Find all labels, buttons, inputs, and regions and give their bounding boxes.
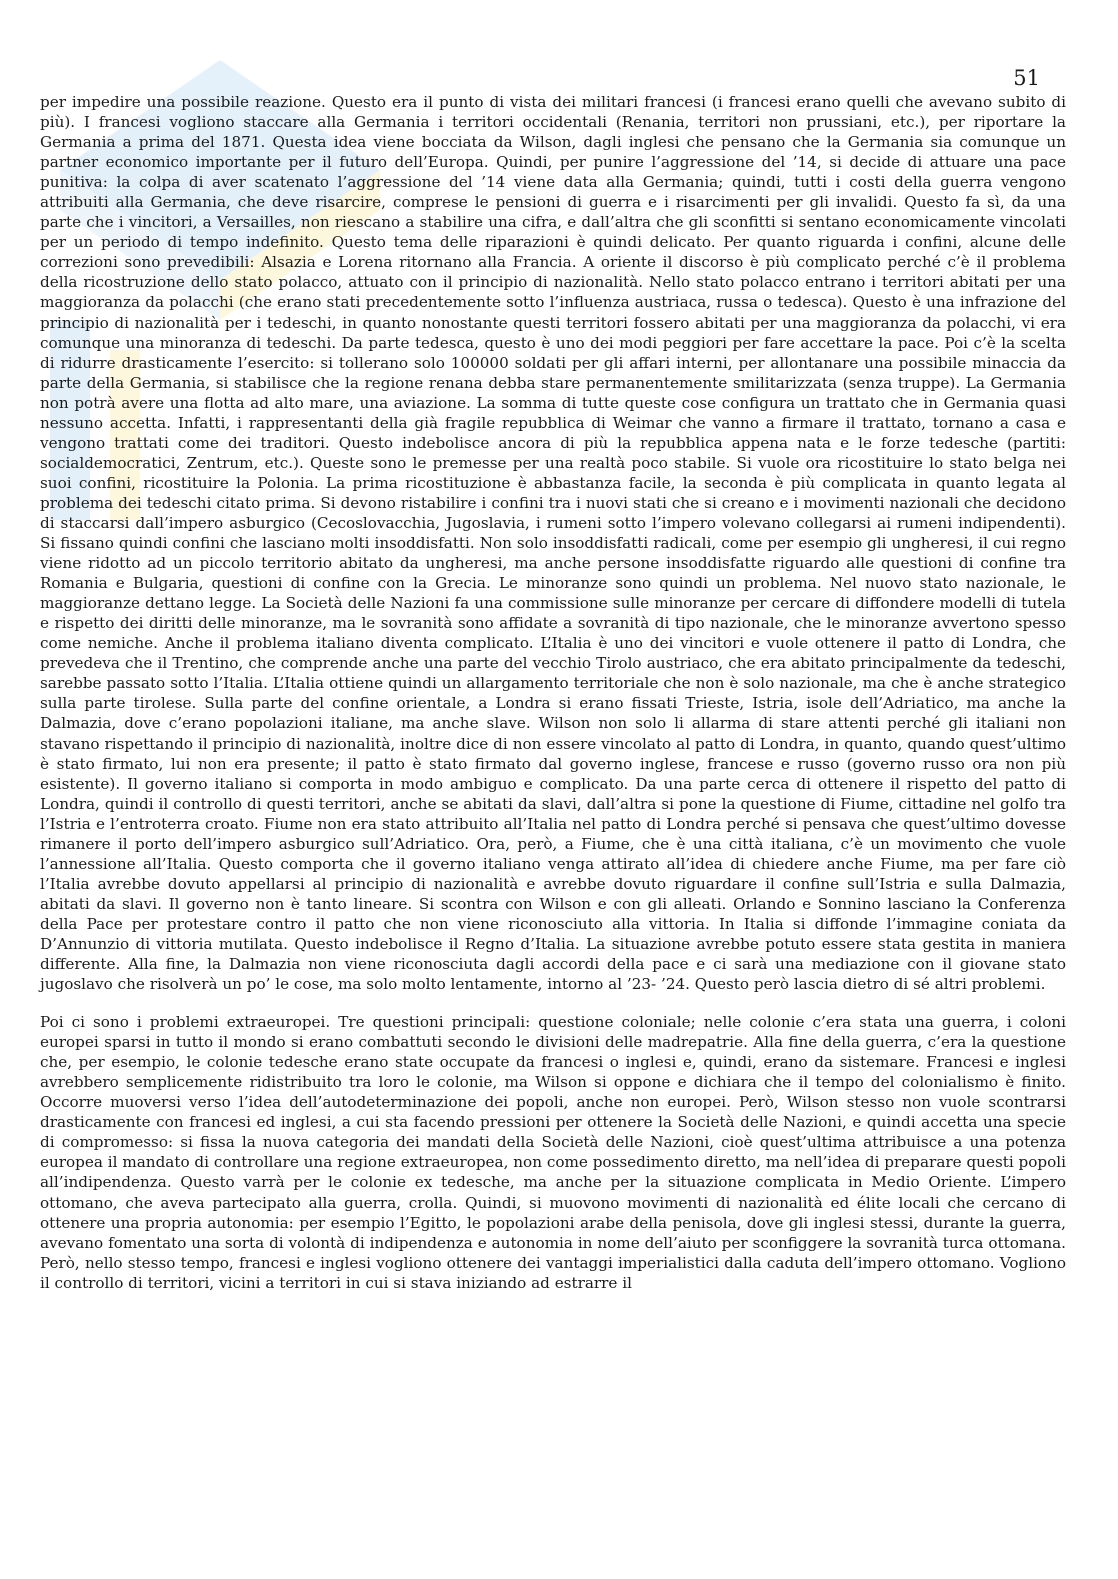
paragraph-2: Poi ci sono i problemi extraeuropei. Tre questioni principali: questione coloniale; nelle colonie c’era stata una guerra, i coloni europei sparsi in tutto il mondo si erano combattuti secondo le divisioni delle madrepatrie. Alla fine della guerra, c’era la questione che, per esempio, le colonie tedesche erano state occupate da francesi o inglesi e, quindi, erano da sistemare. Francesi e inglesi avrebbero semplicemente ridistribuito tra loro le colonie, ma Wilson si oppone e dichiara che il tempo del colonialismo è finito. Occorre muoversi verso l’idea dell’autodeterminazione dei popoli, anche non europei. Però, Wilson stesso non vuole scontrarsi drasticamente con francesi ed inglesi, a cui sta facendo pressioni per ottenere la Società delle Nazioni, e quindi accetta una specie di compromesso: si fissa la nuova categoria dei mandati della Società delle Nazioni, cioè quest’ultima attribuisce a una potenza europea il mandato di controllare una regione extraeuropea, non come possedimento diretto, ma nell’idea di preparare questi popoli all’indipendenza. Questo varrà per le colonie ex tedesche, ma anche per la situazione complicata in Medio Oriente. L’impero ottomano, che aveva partecipato alla guerra, crolla. Quindi, si muovono movimenti di nazionalità ed élite locali che cercano di ottenere una propria autonomia: per esempio l’Egitto, le popolazioni arabe della penisola, dove gli inglesi stessi, durante la guerra, avevano fomentato una sorta di volontà di indipendenza e autonomia in nome dell’aiuto per sconfiggere la sovranità turca ottomana. Però, nello stesso tempo, francesi e inglesi vogliono ottenere dei vantaggi imperialistici dalla caduta dell’impero ottomano. Vogliono il controllo di territori, vicini a territori in cui si stava iniziando ad estrarre il [40, 1013, 1066, 1292]
paragraph-1: per impedire una possibile reazione. Questo era il punto di vista dei militari francesi (i francesi erano quelli che avevano subito di più). I francesi vogliono staccare alla Germania i territori occidentali (Renania, territori non prussiani, etc.), per riportare la Germania a prima del 1871. Questa idea viene bocciata da Wilson, dagli inglesi che pensano che la Germania sia comunque un partner economico importante per il futuro dell’Europa. Quindi, per punire l’aggressione del ’14, si decide di attuare una pace punitiva: la colpa di aver scatenato l’aggressione del ’14 viene data alla Germania; quindi, tutti i costi della guerra vengono attribuiti alla Germania, che deve risarcire, comprese le pensioni di guerra e i risarcimenti per gli invalidi. Questo fa sì, da una parte che i vincitori, a Versailles, non riescano a stabilire una cifra, e dall’altra che gli sconfitti si sentano economicamente vincolati per un periodo di tempo indefinito. Questo tema delle riparazioni è quindi delicato. Per quanto riguarda i confini, alcune delle correzioni sono prevedibili: Alsazia e Lorena ritornano alla Francia. A oriente il discorso è più complicato perché c’è il problema della ricostruzione dello stato polacco, attuato con il principio di nazionalità. Nello stato polacco entrano i territori abitati per una maggioranza da polacchi (che erano stati precedentemente sotto l’influenza austriaca, russa o tedesca). Questo è una infrazione del principio di nazionalità per i tedeschi, in quanto nonostante questi territori fossero abitati per una maggioranza da polacchi, vi era comunque una minoranza di tedeschi. Da parte tedesca, questo è uno dei modi peggiori per fare accettare la pace. Poi c’è la scelta di ridurre drasticamente l’esercito: si tollerano solo 100000 soldati per gli affari interni, per allontanare una possibile minaccia da parte della Germania, si stabilisce che la regione renana debba stare permanentemente smilitarizzata (senza truppe). La Germania non potrà avere una flotta ad alto mare, una aviazione. La somma di tutte queste cose configura un trattato che in Germania quasi nessuno accetta. Infatti, i rappresentanti della già fragile repubblica di Weimar che vanno a firmare il trattato, tornano a casa e vengono trattati come dei traditori. Questo indebolisce ancora di più la repubblica appena nata e le forze tedesche (partiti: socialdemocratici, Zentrum, etc.). Queste sono le premesse per una realtà poco stabile. Si vuole ora ricostituire lo stato belga nei suoi confini, ricostituire la Polonia. La prima ricostituzione è abbastanza facile, la seconda è più complicata in quanto legata al problema dei tedeschi citato prima. Si devono ristabilire i confini tra i nuovi stati che si creano e i movimenti nazionali che decidono di staccarsi dall’impero asburgico (Cecoslovacchia, Jugoslavia, i rumeni sotto l’impero volevano collegarsi ai rumeni indipendenti). Si fissano quindi confini che lasciano molti insoddisfatti. Non solo insoddisfatti radicali, come per esempio gli ungheresi, il cui regno viene ridotto ad un piccolo territorio abitato da ungheresi, ma anche persone insoddisfatte riguardo alle questioni di confine tra Romania e Bulgaria, questioni di confine con la Grecia. Le minoranze sono quindi un problema. Nel nuovo stato nazionale, le maggioranze dettano legge. La Società delle Nazioni fa una commissione sulle minoranze per cercare di diffondere modelli di tutela e rispetto dei diritti delle minoranze, ma le sovranità sono affidate a sovranità di tipo nazionale, che le minoranze avvertono spesso come nemiche. Anche il problema italiano diventa complicato. L’Italia è uno dei vincitori e vuole ottenere il patto di Londra, che prevedeva che il Trentino, che comprende anche una parte del vecchio Tirolo austriaco, che era abitato principalmente da tedeschi, sarebbe passato sotto l’Italia. L’Italia ottiene quindi un allargamento territoriale che non è solo nazionale, ma che è anche strategico sulla parte tirolese. Sulla parte del confine orientale, a Londra si erano fissati Trieste, Istria, isole dell’Adriatico, ma anche la Dalmazia, dove c’erano popolazioni italiane, ma anche slave. Wilson non solo li allarma di stare attenti perché gli italiani non stavano rispettando il principio di nazionalità, inoltre dice di non essere vincolato al patto di Londra, in quanto, quando quest’ultimo è stato firmato, lui non era presente; il patto è stato firmato dal governo inglese, francese e russo (governo russo ora non più esistente). Il governo italiano si comporta in modo ambiguo e complicato. Da una parte cerca di ottenere il rispetto del patto di Londra, quindi il controllo di questi territori, anche se abitati da slavi, dall’altra si pone la questione di Fiume, cittadine nel golfo tra l’Istria e l’entroterra croato. Fiume non era stato attribuito all’Italia nel patto di Londra perché si pensava che quest’ultimo dovesse rimanere il porto dell’impero asburgico sull’Adriatico. Ora, però, a Fiume, che è una città italiana, c’è un movimento che vuole l’annessione all’Italia. Questo comporta che il governo italiano venga attirato all’idea di chiedere anche Fiume, ma per fare ciò l’Italia avrebbe dovuto appellarsi al principio di nazionalità e avrebbe dovuto riguardare il confine sull’Istria e sulla Dalmazia, abitati da slavi. Il governo non è tanto lineare. Si scontra con Wilson e con gli alleati. Orlando e Sonnino lasciano la Conferenza della Pace per protestare contro il patto che non viene riconosciuto alla vittoria. In Italia si diffonde l’immagine coniata da D’Annunzio di vittoria mutilata. Questo indebolisce il Regno d’Italia. La situazione avrebbe potuto essere stata gestita in maniera differente. Alla fine, la Dalmazia non viene riconosciuta dagli accordi della pace e ci sarà una mediazione con il giovane stato jugoslavo che risolverà un po’ le cose, ma solo molto lentamente, intorno al ’23- ’24. Questo però lascia dietro di sé altri problemi. [40, 93, 1066, 994]
page-number: 51 [1013, 66, 1040, 90]
document-body [40, 92, 1066, 1293]
